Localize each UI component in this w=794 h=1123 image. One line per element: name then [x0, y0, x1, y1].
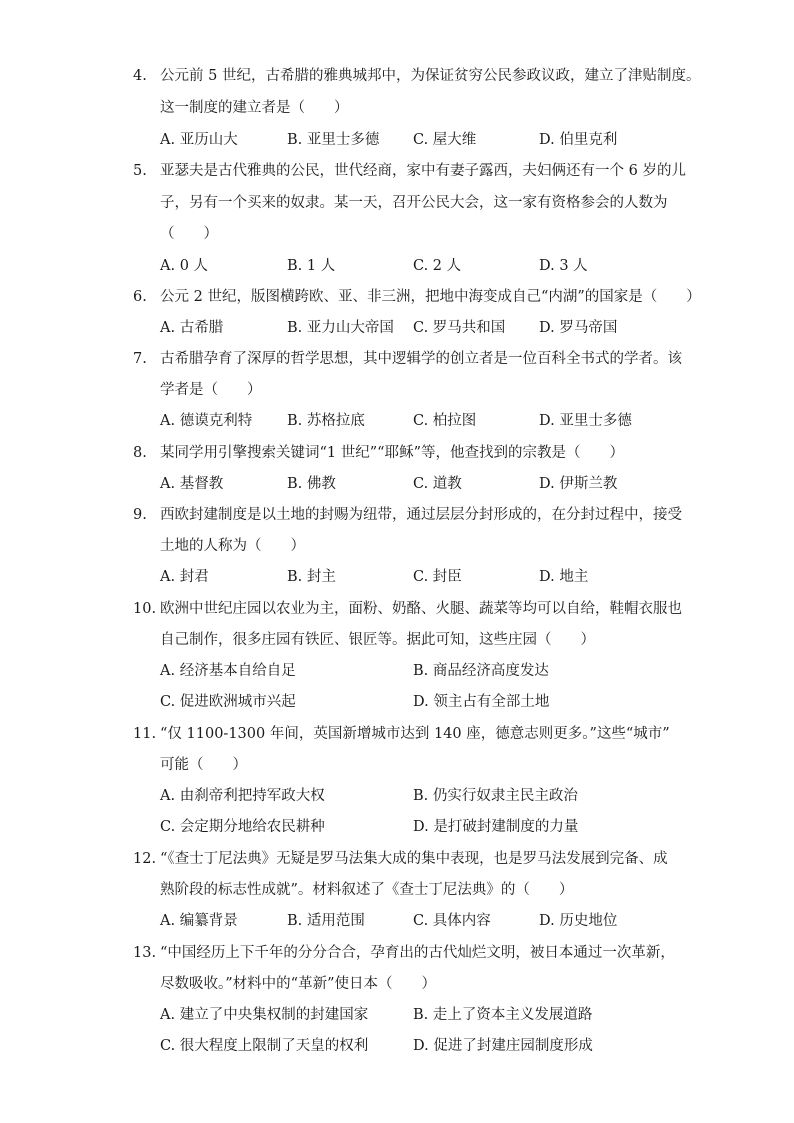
- question-stem-line: “仅 1100-1300 年间，英国新增城市达到 140 座，德意志则更多。”这些“城市”: [160, 726, 670, 742]
- option-c[interactable]: C. 会定期分地给农民耕种: [160, 819, 325, 835]
- question-number: 7.: [133, 351, 147, 367]
- option-c[interactable]: C. 罗马共和国: [413, 320, 506, 336]
- option-d[interactable]: D. 亚里士多德: [539, 413, 632, 429]
- question-number: 5.: [133, 163, 147, 179]
- question-stem-line: 熟阶段的标志性成就”。材料叙述了《查士丁尼法典》的（ ）: [160, 882, 574, 898]
- question-stem-line: 某同学用引擎搜索关键词“1 世纪”“耶稣”等，他查找到的宗教是（ ）: [160, 445, 624, 461]
- option-b[interactable]: B. 亚力山大帝国: [287, 320, 394, 336]
- option-c[interactable]: C. 具体内容: [413, 913, 491, 929]
- question-stem-line: 亚瑟夫是古代雅典的公民，世代经商，家中有妻子露西，夫妇俩还有一个 6 岁的儿: [160, 163, 686, 179]
- option-c[interactable]: C. 道教: [413, 476, 462, 492]
- question-stem-line: 这一制度的建立者是（ ）: [160, 100, 349, 116]
- question-stem-line: 古希腊孕育了深厚的哲学思想，其中逻辑学的创立者是一位百科全书式的学者。该: [160, 351, 682, 367]
- option-c[interactable]: C. 屋大维: [413, 132, 477, 148]
- question-stem-line: 可能（ ）: [160, 757, 247, 773]
- question-stem-line: 尽数吸收。”材料中的“革新”使日本（ ）: [160, 976, 436, 992]
- question-number: 8.: [133, 445, 147, 461]
- option-b[interactable]: B. 适用范围: [287, 913, 365, 929]
- question-stem-line: 公元前 5 世纪，古希腊的雅典城邦中，为保证贫穷公民参政议政，建立了津贴制度。: [160, 68, 701, 84]
- question-number: 4.: [133, 68, 147, 84]
- option-d[interactable]: D. 是打破封建制度的力量: [413, 819, 579, 835]
- option-d[interactable]: D. 伯里克利: [539, 132, 618, 148]
- question-stem-line: 学者是（ ）: [160, 382, 262, 398]
- option-a[interactable]: A. 经济基本自给自足: [160, 663, 296, 679]
- option-c[interactable]: C. 柏拉图: [413, 413, 477, 429]
- option-a[interactable]: A. 古希腊: [160, 320, 224, 336]
- option-a[interactable]: A. 0 人: [160, 258, 209, 274]
- question-number: 13.: [133, 945, 157, 961]
- question-stem-line: 子，另有一个买来的奴隶。某一天，召开公民大会，这一家有资格参会的人数为: [160, 195, 668, 211]
- question-stem-line: 西欧封建制度是以土地的封赐为纽带，通过层层分封形成的，在分封过程中，接受: [160, 507, 682, 523]
- question-stem-line: “中国经历上下千年的分分合合，孕育出的古代灿烂文明，被日本通过一次革新，: [160, 945, 675, 961]
- question-stem-line: 欧洲中世纪庄园以农业为主，面粉、奶酪、火腿、蔬菜等均可以自给，鞋帽衣服也: [160, 601, 682, 617]
- question-stem-line: （ ）: [160, 226, 218, 242]
- option-d[interactable]: D. 伊斯兰教: [539, 476, 618, 492]
- option-d[interactable]: D. 历史地位: [539, 913, 618, 929]
- option-b[interactable]: B. 苏格拉底: [287, 413, 365, 429]
- question-number: 9.: [133, 507, 147, 523]
- option-b[interactable]: B. 佛教: [287, 476, 336, 492]
- option-b[interactable]: B. 1 人: [287, 258, 336, 274]
- question-number: 6.: [133, 289, 147, 305]
- option-b[interactable]: B. 走上了资本主义发展道路: [413, 1007, 593, 1023]
- option-d[interactable]: D. 促进了封建庄园制度形成: [413, 1038, 593, 1054]
- option-b[interactable]: B. 商品经济高度发达: [413, 663, 549, 679]
- option-d[interactable]: D. 罗马帝国: [539, 320, 618, 336]
- question-number: 10.: [133, 601, 157, 617]
- option-a[interactable]: A. 由刹帝利把持军政大权: [160, 788, 325, 804]
- option-d[interactable]: D. 地主: [539, 569, 589, 585]
- option-a[interactable]: A. 编纂背景: [160, 913, 238, 929]
- option-a[interactable]: A. 基督教: [160, 476, 224, 492]
- option-b[interactable]: B. 仍实行奴隶主民主政治: [413, 788, 578, 804]
- question-stem-line: 土地的人称为（ ）: [160, 538, 305, 554]
- option-c[interactable]: C. 很大程度上限制了天皇的权利: [160, 1038, 369, 1054]
- option-d[interactable]: D. 3 人: [539, 258, 588, 274]
- option-a[interactable]: A. 亚历山大: [160, 132, 238, 148]
- option-b[interactable]: B. 亚里士多德: [287, 132, 380, 148]
- option-c[interactable]: C. 促进欧洲城市兴起: [160, 694, 296, 710]
- option-a[interactable]: A. 德谟克利特: [160, 413, 253, 429]
- question-number: 12.: [133, 851, 157, 867]
- question-stem-line: 自己制作，很多庄园有铁匠、银匠等。据此可知，这些庄园（ ）: [160, 632, 595, 648]
- option-a[interactable]: A. 封君: [160, 569, 209, 585]
- option-a[interactable]: A. 建立了中央集权制的封建国家: [160, 1007, 369, 1023]
- question-stem-line: “《查士丁尼法典》无疑是罗马法集大成的集中表现，也是罗马法发展到完备、成: [160, 851, 668, 867]
- option-c[interactable]: C. 封臣: [413, 569, 462, 585]
- option-d[interactable]: D. 领主占有全部土地: [413, 694, 550, 710]
- question-number: 11.: [133, 726, 157, 742]
- option-c[interactable]: C. 2 人: [413, 258, 462, 274]
- question-stem-line: 公元 2 世纪，版图横跨欧、亚、非三洲，把地中海变成自己“内湖”的国家是（ ）: [160, 289, 701, 305]
- option-b[interactable]: B. 封主: [287, 569, 336, 585]
